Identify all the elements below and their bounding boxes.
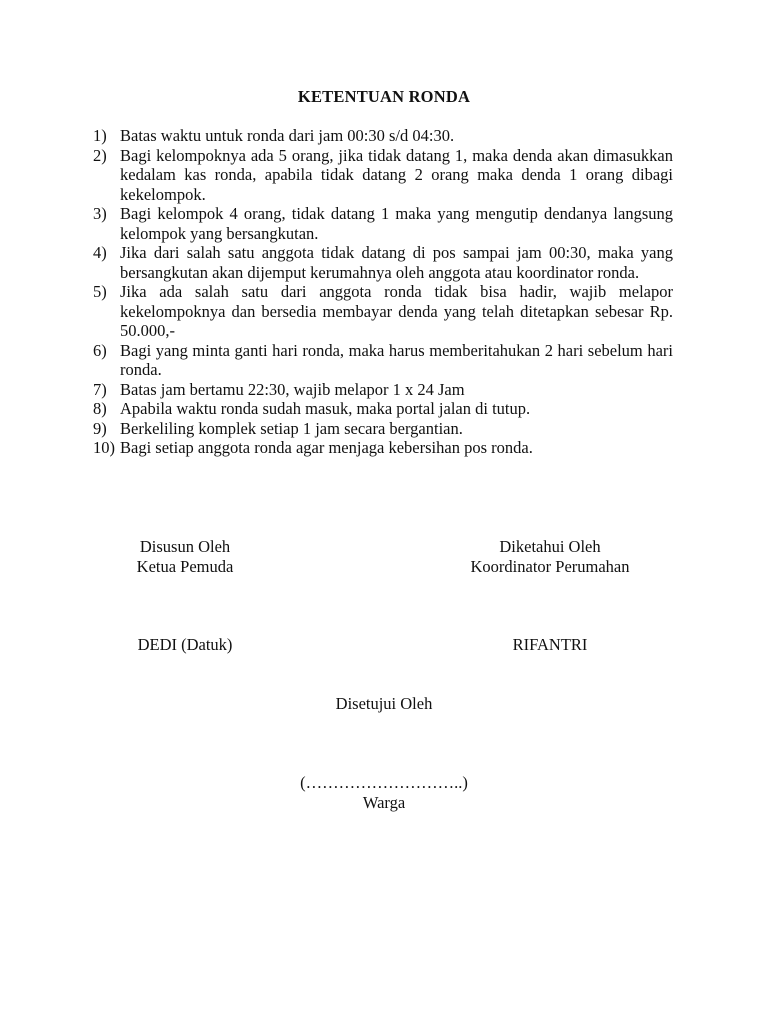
rule-item — [93, 438, 673, 458]
rule-item — [93, 419, 673, 439]
right-signature-label: Diketahui Oleh — [499, 537, 601, 556]
rule-text: Apabila waktu ronda sudah masuk, maka portal jalan di tutup. — [120, 399, 531, 418]
rule-text: Jika ada salah satu dari anggota ronda tidak bisa hadir, wajib melapor kekelompoknya dan bersedia membayar denda yang telah ditetapkan sebesar Rp. 50.000,- — [120, 282, 673, 340]
left-signature-label: Disusun Oleh — [139, 537, 231, 556]
rule-text: Jika dari salah satu anggota tidak datang di pos sampai jam 00:30, maka yang bersangkutan akan dijemput kerumahnya oleh anggota atau koordinator ronda. — [120, 243, 673, 282]
rule-number: 10) — [93, 438, 115, 457]
rule-item — [93, 341, 673, 380]
left-signature-name: DEDI (Datuk) — [137, 635, 233, 654]
right-signature-name: RIFANTRI — [512, 635, 588, 654]
rule-number: 7) — [93, 379, 107, 399]
rule-number: 1) — [93, 126, 107, 145]
rule-text: Batas jam bertamu 22:30, wajib melapor 1 x 24 Jam — [120, 379, 465, 399]
rule-item — [93, 126, 673, 146]
rule-number: 8) — [93, 399, 107, 418]
approval-label: Disetujui Oleh — [335, 694, 433, 713]
rule-number: 2) — [93, 145, 107, 165]
rule-text: Bagi kelompok 4 orang, tidak datang 1 maka yang mengutip dendanya langsung kelompok yang bersangkutan. — [120, 204, 673, 243]
rule-text: Batas waktu untuk ronda dari jam 00:30 s/d 04:30. — [120, 126, 455, 145]
rule-item — [93, 243, 673, 282]
rule-number: 4) — [93, 243, 107, 262]
rule-item — [93, 282, 673, 341]
rule-item — [93, 380, 673, 400]
rule-number: 6) — [93, 340, 107, 360]
rule-text: Bagi yang minta ganti hari ronda, maka harus memberitahukan 2 hari sebelum hari ronda. — [120, 340, 673, 379]
approval-signature-blank: (………………………..) — [300, 773, 468, 792]
rule-item — [93, 146, 673, 205]
rules-list — [93, 126, 673, 458]
rule-item — [93, 399, 673, 419]
rule-number: 9) — [93, 418, 107, 438]
right-signature-role: Koordinator Perumahan — [470, 557, 630, 576]
rule-number: 5) — [93, 282, 107, 301]
document-title: KETENTUAN RONDA — [297, 87, 471, 106]
rule-text: Bagi kelompoknya ada 5 orang, jika tidak datang 1, maka denda akan dimasukkan kedalam kas ronda, apabila tidak datang 2 orang maka denda 1 orang dibagi kekelompok. — [120, 145, 673, 204]
rule-number: 3) — [93, 204, 107, 223]
rule-item — [93, 204, 673, 243]
rule-text: Berkeliling komplek setiap 1 jam secara bergantian. — [120, 418, 463, 438]
approval-role: Warga — [362, 793, 406, 812]
left-signature-role: Ketua Pemuda — [136, 557, 234, 576]
rule-text: Bagi setiap anggota ronda agar menjaga kebersihan pos ronda. — [120, 438, 533, 457]
